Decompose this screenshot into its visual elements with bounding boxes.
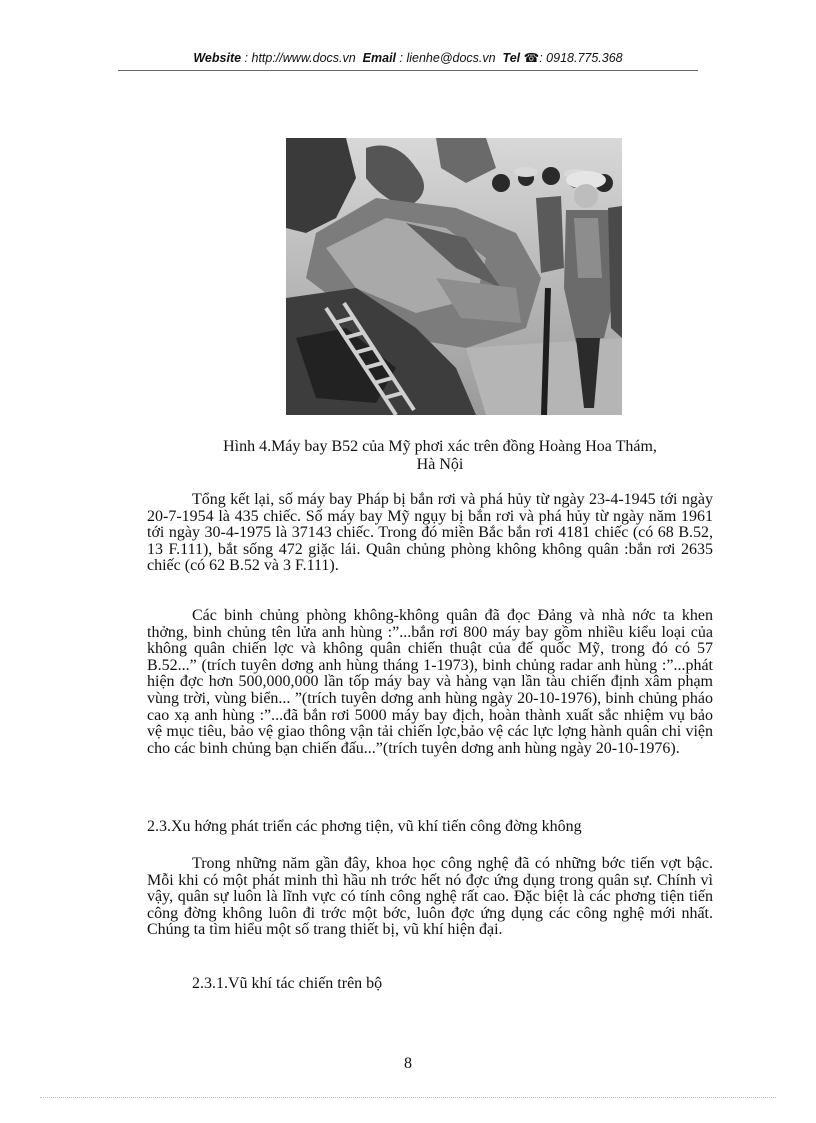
subsection-heading-2-3-1: 2.3.1.Vũ khí tác chiến trên bộ — [192, 975, 383, 992]
caption-line-1: Hình 4.Máy bay B52 của Mỹ phơi xác trên đồng Hoàng Hoa Thám, — [223, 438, 657, 455]
website-label: Website — [193, 51, 242, 65]
b52-wreckage-photo — [286, 138, 622, 415]
email-label: Email — [362, 51, 397, 65]
footer-divider — [40, 1097, 776, 1098]
paragraph-summary: Tổng kết lại, số máy bay Pháp bị bắn rơi và phá hủy từ ngày 23-4-1945 tới ngày 20-7-1954 là 435 chiếc. Số máy bay Mỹ ngụy bị bắn rơi và phá hủy từ ngày năm 1961 tới ngày 30-4-1975 là 37143 chiếc. Trong đó miền Bắc bắn rơi 4181 chiếc (có 68 B.52, 13 F.111), bắt sống 472 giặc lái. Quân chủng phòng không không quân :bắn rơi 2635 chiếc (có 62 B.52 và 3 F.111). — [147, 491, 713, 575]
email-value[interactable]: : lienhe@docs.vn — [399, 51, 496, 65]
page-header — [0, 50, 816, 65]
figure-caption — [160, 438, 720, 474]
website-url[interactable]: : http://www.docs.vn — [244, 51, 356, 65]
tel-value: : 0918.775.368 — [539, 51, 623, 65]
page-number: 8 — [404, 1055, 412, 1072]
paragraph-commendations: Các binh chủng phòng không-không quân đã đọc Đảng và nhà nớc ta khen thởng, binh chủng tên lửa anh hùng :”...bắn rơi 800 máy bay gồm nhiều kiểu loại của không quân chiến lợc và không quân chiến thuật của đế quốc Mỹ, trong đó có 57 B.52...” (trích tuyên dơng anh hùng tháng 1-1973), binh chủng radar anh hùng :”...phát hiện đợc hơn 500,000,000 lần tốp máy bay và hàng vạn lần tàu chiến định xâm phạm vùng trời, vùng biển... ”(trích tuyên dơng anh hùng ngày 20-10-1976), binh chủng pháo cao xạ anh hùng :”...đã bắn rơi 5000 máy bay địch, hoàn thành xuất sắc nhiệm vụ bảo vệ mục tiêu, bảo vệ giao thông vận tải chiến lợc,bảo vệ các lực lợng hành quân chi viện cho các binh chủng bạn chiến đấu...”(trích tuyên dơng anh hùng ngày 20-10-1976). — [147, 607, 713, 757]
tel-label: Tel — [502, 51, 521, 65]
paragraph-trends: Trong những năm gần đây, khoa học công nghệ đã có những bớc tiến vợt bậc. Mỗi khi có một phát minh thì hầu nh trớc hết nó đợc ứng dụng trong quân sự. Chính vì vậy, quân sự luôn là lĩnh vực có tính công nghệ rất cao. Đặc biệt là các phơng tiện tiến công đờng không luôn đi trớc một bớc, luôn đợc ứng dụng các công nghệ mới nhất. Chúng ta tìm hiểu một số trang thiết bị, vũ khí hiện đại. — [147, 855, 713, 939]
phone-icon: ☎ — [523, 51, 540, 65]
section-heading-2-3: 2.3.Xu hớng phát triển các phơng tiện, vũ khí tiến công đờng không — [147, 818, 582, 835]
caption-line-2: Hà Nội — [416, 456, 464, 473]
header-divider — [118, 70, 698, 71]
